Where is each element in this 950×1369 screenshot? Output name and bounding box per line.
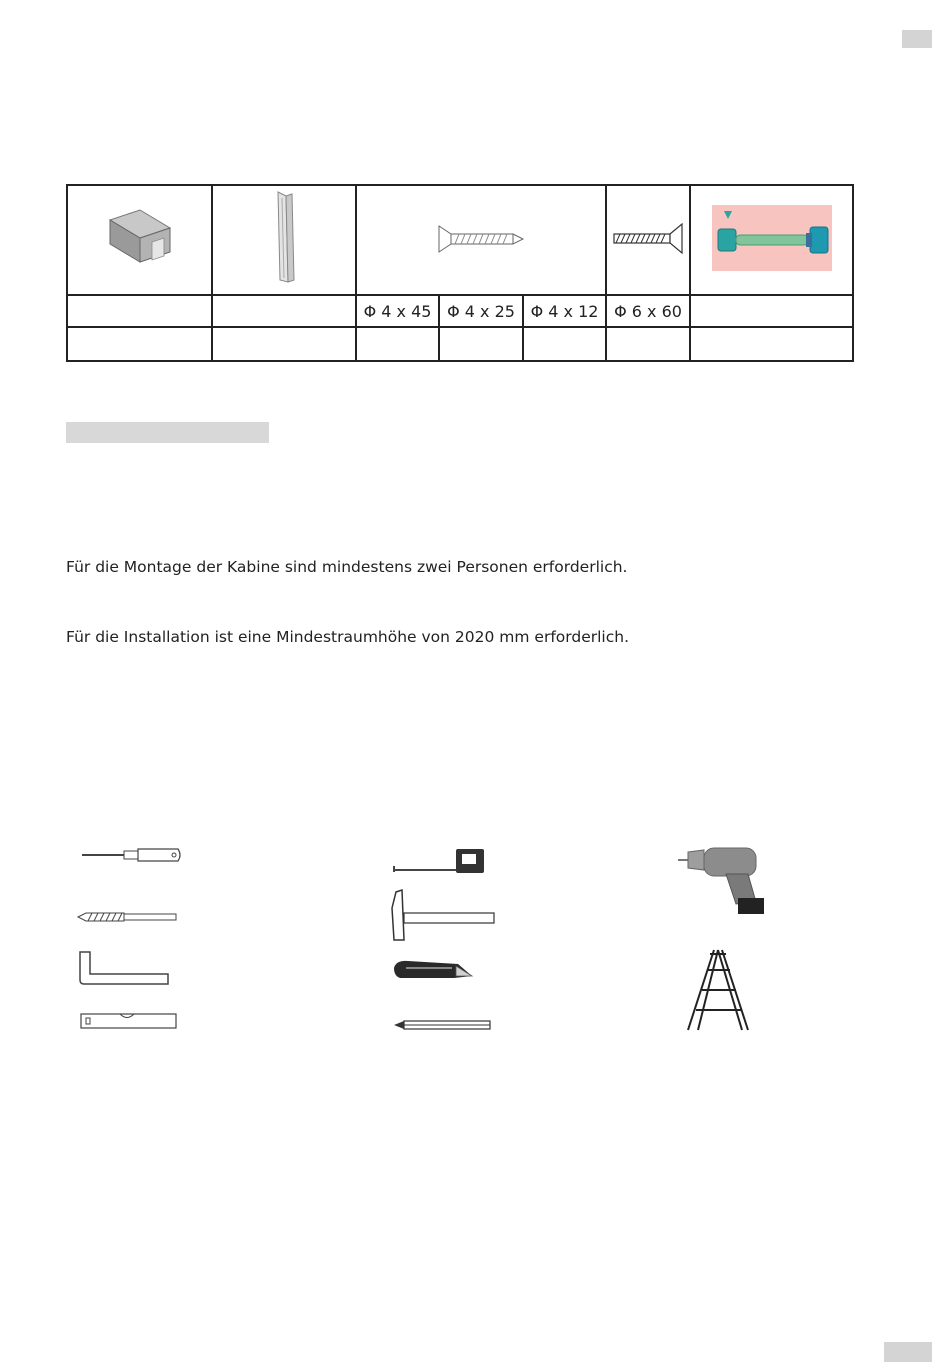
size-cell: Φ 4 x 25 <box>439 295 523 327</box>
bolt-icon <box>610 218 686 258</box>
wall-profile-icon <box>264 190 304 286</box>
hammer-icon <box>390 888 498 944</box>
step-ladder-icon <box>684 946 750 1034</box>
countersunk-screw-icon <box>431 218 531 258</box>
qty-cell <box>606 327 690 361</box>
page-tab-top <box>902 30 932 48</box>
note-two-persons: Für die Montage der Kabine sind mindestens zwei Personen erforderlich. <box>66 558 628 576</box>
screwdriver-icon <box>80 845 184 865</box>
size-cell: Φ 4 x 12 <box>523 295 606 327</box>
size-cell <box>212 295 356 327</box>
size-cell: Φ 4 x 45 <box>356 295 439 327</box>
tape-measure-icon <box>392 846 488 876</box>
page-tab-bottom <box>884 1342 932 1362</box>
qty-cell <box>67 327 212 361</box>
magnet-fitting-icon <box>712 205 832 271</box>
drill-bit-icon <box>76 910 178 924</box>
qty-cell <box>690 327 853 361</box>
qty-cell <box>439 327 523 361</box>
spirit-level-icon <box>80 1012 178 1030</box>
allen-key-icon <box>78 950 172 986</box>
qty-cell <box>356 327 439 361</box>
part-magnet-cell <box>690 185 853 295</box>
parts-table <box>66 184 854 362</box>
part-bolt-cell <box>606 185 690 295</box>
part-profile-cell <box>212 185 356 295</box>
size-cell: Φ 6 x 60 <box>606 295 690 327</box>
utility-knife-icon <box>392 958 474 982</box>
size-cell <box>690 295 853 327</box>
section-heading-bar <box>66 422 269 443</box>
u-clip-icon <box>100 198 180 278</box>
part-clip-cell <box>67 185 212 295</box>
qty-cell <box>523 327 606 361</box>
pencil-icon <box>392 1018 492 1032</box>
note-room-height: Für die Installation ist eine Mindestraumhöhe von 2020 mm erforderlich. <box>66 628 629 646</box>
power-drill-icon <box>678 844 768 916</box>
part-screws-cell <box>356 185 606 295</box>
qty-cell <box>212 327 356 361</box>
size-cell <box>67 295 212 327</box>
